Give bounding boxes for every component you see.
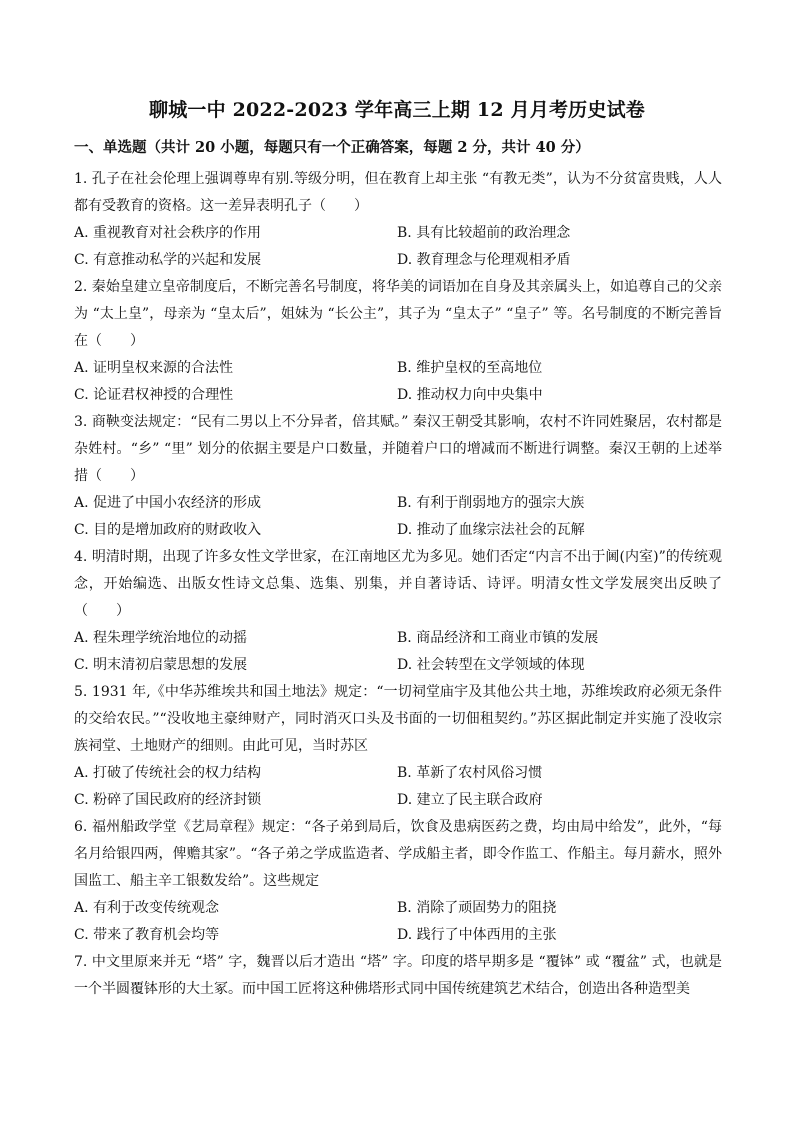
question-2-stem: 2. 秦始皇建立皇帝制度后，不断完善名号制度，将华美的词语加在自身及其亲属头上，如追尊自己的父亲为 “太上皇”，母亲为 “皇太后”，姐妹为 “长公主”，其子为 “皇太子” “皇子” 等。名号制度的不断完善旨在（ ） (74, 279, 722, 349)
question-7-stem: 7. 中文里原来并无 “塔” 字，魏晋以后才造出 “塔” 字。印度的塔早期多是 “覆钵” 或 “覆盆” 式，也就是一个半圆覆钵形的大土冢。而中国工匠将这种佛塔形式同中国传统建筑艺术结合，创造出各种造型美 (74, 954, 722, 997)
question-1-stem: 1. 孔子在社会伦理上强调尊卑有别.等级分明，但在教育上却主张 “有教无类”，认为不分贫富贵贱，人人都有受教育的资格。这一差异表明孔子（ ） (74, 171, 722, 214)
question-5-stem: 5. 1931 年,《中华苏维埃共和国土地法》规定：“一切祠堂庙宇及其他公共土地，苏维埃政府必须无条件的交给农民。”“没收地主豪绅财产，同时消灭口头及书面的一切佃租契约。”苏区据此制定并实施了没收宗族祠堂、土地财产的细则。由此可见，当时苏区 (74, 684, 722, 754)
question-6-option-a: A. 有利于改变传统观念 (74, 900, 220, 916)
question-5-options (74, 760, 722, 787)
question-5-options (74, 787, 722, 814)
question-6-option-d: D. 践行了中体西用的主张 (397, 927, 557, 943)
section-heading: 一、单选题（共计 20 小题，每题只有一个正确答案，每题 2 分，共计 40 分） (74, 139, 590, 156)
exam-title: 聊城一中 2022-2023 学年高三上期 12 月月考历史试卷 (149, 99, 645, 121)
question-6-options (74, 922, 722, 949)
question-4-options (74, 652, 722, 679)
question-2-option-d: D. 推动权力向中央集中 (397, 387, 543, 403)
question-6-options (74, 895, 722, 922)
question-6-stem: 6. 福州船政学堂《艺局章程》规定：“各子弟到局后，饮食及患病医药之费，均由局中给发”，此外，“每名月给银四两，俾赡其家”。“各子弟之学成监造者、学成船主者，即令作监工、作船主。每月薪水，照外国监工、船主辛工银数发给”。这些规定 (74, 819, 722, 889)
question-4-options (74, 625, 722, 652)
question-3-options (74, 490, 722, 517)
question-2-options (74, 382, 722, 409)
question-4-option-a: A. 程朱理学统治地位的动摇 (74, 630, 248, 646)
question-2-option-a: A. 证明皇权来源的合法性 (74, 360, 234, 376)
question-2-option-c: C. 论证君权神授的合理性 (74, 387, 234, 403)
question-4-option-d: D. 社会转型在文学领域的体现 (397, 657, 585, 673)
question-1-options (74, 220, 722, 247)
question-1-option-a: A. 重视教育对社会秩序的作用 (74, 225, 262, 241)
question-1-options (74, 247, 722, 274)
question-4-stem: 4. 明清时期，出现了许多女性文学世家，在江南地区尤为多见。她们否定“内言不出于阃(内室)”的传统观念，开始编选、出版女性诗文总集、选集、别集，并自著诗话、诗评。明清女性文学发展突出反映了（ ） (74, 549, 722, 619)
question-4-option-b: B. 商品经济和工商业市镇的发展 (397, 630, 599, 646)
question-3-options (74, 517, 722, 544)
question-5-option-b: B. 革新了农村风俗习惯 (397, 765, 543, 781)
question-2-options (74, 355, 722, 382)
question-4-option-c: C. 明末清初启蒙思想的发展 (74, 657, 248, 673)
question-6-option-b: B. 消除了顽固势力的阻挠 (397, 900, 557, 916)
question-3-option-c: C. 目的是增加政府的财政收入 (74, 522, 262, 538)
question-6-option-c: C. 带来了教育机会均等 (74, 927, 220, 943)
question-5-option-c: C. 粉碎了国民政府的经济封锁 (74, 792, 262, 808)
question-3-option-a: A. 促进了中国小农经济的形成 (74, 495, 262, 511)
question-list (74, 166, 722, 1003)
question-3-stem: 3. 商鞅变法规定：“民有二男以上不分异者，倍其赋。” 秦汉王朝受其影响，农村不许同姓聚居，农村都是杂姓村。“乡” “里” 划分的依据主要是户口数量，并随着户口的增减而不断进行调整。秦汉王朝的上述举措（ ） (74, 414, 722, 484)
question-1-option-b: B. 具有比较超前的政治理念 (397, 225, 571, 241)
question-2-option-b: B. 维护皇权的至高地位 (397, 360, 543, 376)
question-1-option-d: D. 教育理念与伦理观相矛盾 (397, 252, 571, 268)
question-5-option-d: D. 建立了民主联合政府 (397, 792, 543, 808)
question-3-option-b: B. 有利于削弱地方的强宗大族 (397, 495, 585, 511)
question-3-option-d: D. 推动了血缘宗法社会的瓦解 (397, 522, 585, 538)
question-1-option-c: C. 有意推动私学的兴起和发展 (74, 252, 262, 268)
question-5-option-a: A. 打破了传统社会的权力结构 (74, 765, 262, 781)
